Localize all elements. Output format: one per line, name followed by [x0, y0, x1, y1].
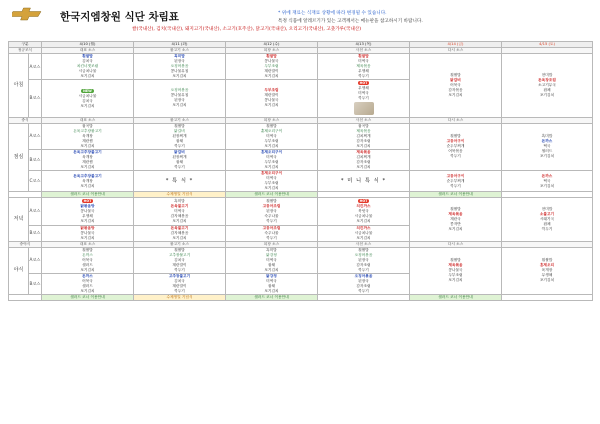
menu-item: 돈육고추장불고기 [73, 149, 102, 154]
menu-item: 흰쌀밥 [358, 247, 369, 252]
menu-cell [410, 123, 502, 170]
menu-item: 두부조림 [448, 273, 463, 278]
menu-item: HOT [83, 199, 92, 204]
salad-bar-notice: 샐러드 코너 이용안내 [42, 192, 134, 198]
day-header: 4/12 (수) [226, 42, 318, 48]
menu-item: 제육볶음 [356, 149, 371, 154]
menu-item: 포기김치 [80, 289, 95, 294]
menu-item: 잡채 [175, 138, 184, 143]
menu-item: 흰쌀밥 [82, 247, 93, 252]
menu-item: 숙주나물 [264, 230, 279, 235]
menu-item: 오징어볶음 [170, 88, 189, 93]
menu-item: 포기김치 [356, 143, 371, 148]
meal-label: 중식 [9, 117, 42, 123]
menu-cell [134, 273, 226, 294]
menu-item: 포기김치 [172, 218, 187, 223]
menu-item: 떡국 [543, 178, 551, 183]
menu-item: 흰쌀밥 [82, 54, 93, 59]
menu-item: 감자조림 [356, 284, 371, 289]
menu-cell [318, 149, 410, 170]
menu-cell [42, 225, 134, 241]
course-label: A코스 [29, 54, 42, 80]
menu-item: 깍두기 [266, 235, 277, 240]
menu-cell [502, 123, 593, 170]
menu-item: 포기김치 [448, 278, 463, 283]
menu-item: 감자볶음 [448, 87, 463, 92]
menu-item: 잡채 [267, 284, 276, 289]
day-header: 4/15 (토) [502, 42, 593, 48]
menu-item: 포기김치 [539, 183, 555, 188]
mini-special-menu: * 미 니 특 식 * [318, 171, 410, 192]
sauce-label: 불고기 소스 [134, 117, 226, 123]
menu-item: 흰쌀밥 [266, 198, 277, 203]
menu-table [8, 41, 593, 301]
menu-item: 시금치나물 [354, 214, 373, 219]
course-label: C코스 [29, 171, 42, 192]
sauce-label: 되장 소스 [226, 241, 318, 247]
menu-item: 치킨까스 [356, 225, 371, 230]
menu-item: 훈제오리구이 [260, 171, 283, 176]
menu-item: 무생채 [82, 214, 93, 219]
menu-item: 닭볶음탕 [80, 225, 95, 230]
menu-cell [318, 225, 410, 241]
menu-item: 훈제오리구이 [260, 128, 283, 133]
menu-item: 고추장불고기 [168, 252, 191, 257]
menu-cell [226, 198, 318, 225]
menu-item: 깍두기 [174, 267, 185, 272]
special-menu: * 특 식 * [134, 171, 226, 192]
menu-item: 된장국 [174, 59, 185, 64]
menu-cell [502, 247, 593, 294]
menu-item: 감자조림 [356, 138, 371, 143]
menu-item: 시금치나물 [354, 230, 373, 235]
menu-item: 감자채볶음 [170, 213, 189, 218]
salad-bar-notice: 샐러드 코너 이용안내 [410, 192, 502, 198]
menu-item: 숙주나물 [264, 213, 279, 218]
menu-cell [42, 123, 134, 149]
menu-item: 무생채 [358, 86, 369, 91]
table-cell [502, 295, 593, 301]
menu-item: 포기김치 [448, 92, 463, 97]
menu-item: 포기김치 [539, 278, 555, 283]
sauce-label: 불고기 소스 [134, 48, 226, 54]
menu-item: 두부조림 [264, 88, 279, 93]
menu-item: 무생채 [541, 273, 553, 278]
menu-item: 잡곡밥 [82, 123, 93, 128]
section-dinner: 저녁 [9, 198, 29, 241]
hot-badge: HOT [359, 81, 368, 86]
menu-item: 고등어구이 [446, 139, 465, 144]
page-title: 한국지엠창원 식단 차림표 [60, 11, 179, 23]
menu-cell [410, 171, 502, 192]
menu-item: 된장국 [358, 278, 369, 283]
section-breakfast: 아침 [9, 54, 29, 117]
menu-item: 콩나물국 [264, 98, 279, 103]
menu-cell [318, 273, 410, 294]
menu-item: 훈제오리구이 [260, 149, 283, 154]
menu-item: 닭갈비 [174, 128, 185, 133]
table-cell [318, 295, 410, 301]
menu-item: 흑미밥 [174, 54, 185, 59]
course-label: B코스 [29, 225, 42, 241]
menu-cell [226, 225, 318, 241]
menu-item: 콩나물무침 [170, 69, 189, 74]
menu-cell [502, 171, 593, 192]
menu-item: 흰쌀밥 [266, 54, 277, 59]
menu-item: 돈까스 [541, 139, 553, 144]
menu-item: 돈까스 [541, 173, 553, 178]
menu-item: 닭갈비 [174, 149, 185, 154]
menu-item: 포기김치 [356, 164, 371, 169]
menu-item: 포기김치 [80, 267, 95, 272]
menu-item: 계란말이 [264, 69, 279, 74]
menu-item: 깍두기 [174, 143, 185, 148]
menu-item: 깍두기 [450, 154, 461, 159]
menu-cell [318, 123, 410, 149]
menu-item: 흰쌀밥 [450, 134, 461, 139]
menu-item: 콩나물국 [448, 268, 463, 273]
menu-cell [410, 54, 502, 117]
meal-label: 정규조식 [9, 48, 42, 54]
sauce-label: 사천 소스 [318, 241, 410, 247]
menu-item: 제육볶음 [448, 263, 463, 268]
menu-item: 샐러드 [82, 284, 93, 289]
menu-item: 흰쌀밥 [266, 123, 277, 128]
menu-item: 고등어구이 [446, 173, 465, 178]
menu-item: 포기김치 [448, 227, 463, 232]
menu-item: 돈육고추장불고기 [73, 173, 102, 178]
menu-cell [226, 54, 318, 80]
sauce-label: 되장 소스 [226, 117, 318, 123]
menu-cell [226, 273, 318, 294]
course-label: B코스 [29, 149, 42, 170]
menu-cell [502, 54, 593, 117]
menu-item: 미역국 [358, 91, 369, 96]
menu-item: 육개장 [82, 133, 93, 138]
menu-cell [134, 247, 226, 273]
day-header: 4/11 (화) [134, 42, 226, 48]
menu-item: 미역국 [266, 133, 277, 138]
course-label: A코스 [29, 247, 42, 273]
menu-cell [226, 149, 318, 170]
menu-item: 돈육고추장불고기 [73, 128, 102, 133]
day-header: 4/10 (월) [42, 42, 134, 48]
menu-item: 미역국 [174, 208, 185, 213]
menu-item: 돈육장조림 [538, 77, 556, 82]
menu-item: 콩나물국 [80, 209, 95, 214]
menu-item: 돈까스 [82, 252, 93, 257]
menu-item: 두부조림 [264, 138, 279, 143]
menu-item: 시금치나물 [78, 69, 97, 74]
menu-item: 현미밥 [541, 72, 553, 77]
menu-item: 깍두기 [358, 289, 369, 294]
sauce-label: 대표 소스 [42, 117, 134, 123]
menu-item: 오징어볶음 [354, 252, 373, 257]
menu-item: 잡채 [543, 87, 551, 92]
section-lunch: 점심 [9, 123, 29, 192]
menu-item: 훈제오리 [539, 263, 555, 268]
menu-item: 어묵볶음 [448, 149, 463, 154]
day-header: 4/13 (목) [318, 42, 410, 48]
menu-item: 김치국 [174, 257, 185, 262]
food-photo [354, 102, 374, 115]
notice-line-1: * 위에 재료는 식재료 상황에 따라 변경될 수 있습니다. [278, 11, 387, 16]
menu-item: 고등어조림 [262, 225, 281, 230]
menu-item: 깍두기 [174, 289, 185, 294]
menu-item: 포기김치 [80, 183, 95, 188]
sauce-label: 다시 소스 [410, 48, 502, 54]
menu-item: 감자조림 [356, 262, 371, 267]
menu-item: 김치국 [82, 98, 93, 103]
menu-item: 포기김치 [264, 267, 279, 272]
course-label: A코스 [29, 198, 42, 225]
salad-bar-notice: 샐러드 코너 이용안내 [226, 192, 318, 198]
menu-item: 포기김치 [539, 92, 555, 97]
menu-item: 어묵국 [82, 257, 93, 262]
menu-item: 깍두기 [541, 227, 553, 232]
menu-item: 김치찌개 [356, 133, 371, 138]
menu-item: 포기김치 [264, 103, 279, 108]
menu-cell [318, 80, 410, 117]
sauce-label: 대표 소스 [42, 241, 134, 247]
menu-item: 흰쌀밥 [450, 72, 461, 77]
menu-item: 떡국 [543, 144, 551, 149]
menu-item: 깍두기 [358, 96, 369, 101]
menu-item: 깍두기 [450, 183, 461, 188]
menu-cell [42, 247, 134, 273]
menu-item: 깍두기 [266, 218, 277, 223]
menu-item: 무생채 [358, 69, 369, 74]
menu-item: 흰쌀밥 [450, 258, 461, 263]
menu-item: 닭볶음탕 [80, 204, 95, 209]
menu-item: 포기김치 [80, 74, 95, 79]
menu-item: 오징어볶음 [170, 64, 189, 69]
menu-cell [134, 198, 226, 225]
menu-item: 미역국 [358, 59, 369, 64]
menu-item: 포기김치 [80, 164, 95, 169]
menu-item: 콩자반 [450, 221, 461, 226]
menu-item: 샐러드 [82, 262, 93, 267]
sauce-label: 다시 소스 [410, 241, 502, 247]
menu-item: HOT [359, 199, 368, 204]
menu-item: 계란말이 [172, 262, 187, 267]
table-cell [9, 295, 42, 301]
menu-item: 미역국 [266, 257, 277, 262]
salad-bar-notice: 샐러드 코너 이용안내 [410, 295, 502, 301]
menu-item: 흑미밥 [266, 247, 277, 252]
menu-item: 깍두기 [358, 74, 369, 79]
menu-item: 닭강정 [266, 252, 277, 257]
menu-item: 치킨너겟조림 [76, 64, 99, 69]
menu-item: 닭강정 [266, 273, 277, 278]
menu-cell [42, 198, 134, 225]
meal-label: 중야식 [9, 241, 42, 247]
menu-item: 흰쌀밥 [358, 54, 369, 59]
menu-item: 북엇국 [358, 209, 369, 214]
menu-item: 흑미밥 [541, 134, 553, 139]
menu-item: 잡채 [543, 221, 551, 226]
menu-item: 현미밥 [541, 206, 553, 211]
menu-item: 깍두기 [358, 267, 369, 272]
menu-item: 시금치나물 [78, 93, 97, 98]
menu-item: 흰쌀밥 [450, 206, 461, 211]
menu-item: 두부조림 [264, 181, 279, 186]
menu-cell [134, 54, 226, 80]
day-header: 4/14 (금) [410, 42, 502, 48]
menu-item: 콩나물국 [264, 59, 279, 64]
menu-cell [410, 247, 502, 294]
menu-item: 계란찜 [82, 159, 93, 164]
sauce-label: 불고기 소스 [134, 241, 226, 247]
menu-item: 콩나물무침 [170, 93, 189, 98]
course-label: A코스 [29, 123, 42, 149]
menu-item: 포기김치 [356, 235, 371, 240]
sauce-label: 대표 소스 [42, 48, 134, 54]
menu-item: 육개장 [82, 178, 93, 183]
menu-item: 두부조림 [264, 64, 279, 69]
section-night: 야식 [9, 247, 29, 294]
menu-item: 어묵국 [450, 82, 461, 87]
menu-item: 잡곡밥 [358, 123, 369, 128]
menu-item: 포기김치 [80, 103, 95, 108]
menu-item: 계란말이 [264, 93, 279, 98]
menu-item: 육개장 [541, 268, 553, 273]
menu-item: 돈육불고기 [170, 203, 189, 208]
menu-cell [226, 123, 318, 149]
menu-item: 소고기무국 [538, 82, 556, 87]
menu-cell [226, 247, 318, 273]
course-label: B코스 [29, 273, 42, 294]
chevrolet-logo-icon [12, 6, 42, 20]
menu-item: 어묵국 [82, 278, 93, 283]
menu-cell [42, 171, 134, 192]
menu-item: 소불고기 [539, 211, 555, 216]
menu-cell [42, 80, 134, 117]
menu-item: 포기김치 [80, 219, 95, 224]
page-header [8, 4, 592, 40]
menu-item: 포기김치 [80, 143, 95, 148]
menu-item: 된장국 [266, 208, 277, 213]
menu-item: 두부조림 [264, 159, 279, 164]
menu-item: 콩나물국 [80, 230, 95, 235]
menu-cell [42, 54, 134, 80]
menu-item: 고추장불고기 [168, 273, 191, 278]
menu-item: 제육볶음 [356, 128, 371, 133]
menu-item: 미역국 [266, 176, 277, 181]
menu-item: 계란국 [450, 216, 461, 221]
menu-cell [134, 149, 226, 170]
menu-item: 제육볶음 [448, 211, 463, 216]
menu-cell [134, 225, 226, 241]
menu-item: 미역국 [266, 154, 277, 159]
menu-item: 흰쌀밥 [174, 123, 185, 128]
menu-item: 제육볶음 [356, 64, 371, 69]
course-label: B코스 [29, 80, 42, 117]
notice-line-2: 특정 식품에 알레르기가 있는 고객께서는 메뉴판을 참고하시기 바랍니다. [278, 19, 423, 24]
menu-item: 된장국 [174, 98, 185, 103]
menu-item: 흰쌀밥 [541, 258, 553, 263]
sauce-label: 사천 소스 [318, 117, 410, 123]
section-header: 구분 [9, 42, 42, 48]
menu-cell [318, 247, 410, 273]
new-badge: NEW [83, 88, 92, 93]
menu-item: 육개장 [82, 154, 93, 159]
menu-cell [42, 149, 134, 170]
menu-item: 미역국 [266, 278, 277, 283]
menu-item: 깍두기 [174, 164, 185, 169]
menu-item: 감자채볶음 [170, 230, 189, 235]
menu-item: 잡채 [175, 159, 184, 164]
menu-item: 포기김치 [264, 143, 279, 148]
menu-item: 감자조림 [356, 159, 371, 164]
sauce-label: 다시 소스 [410, 117, 502, 123]
birthday-notice: 수제생일 기념식 [134, 295, 226, 301]
menu-item: 된장찌개 [172, 154, 187, 159]
menu-item: 포기김치 [172, 74, 187, 79]
menu-cell [318, 54, 410, 80]
menu-cell [134, 123, 226, 149]
menu-item: 순두부찌개 [446, 144, 465, 149]
menu-item: 돈육불고기 [170, 225, 189, 230]
menu-item: 시래기국 [539, 216, 555, 221]
menu-item: 샐러드 [541, 149, 553, 154]
menu-cell [318, 198, 410, 225]
salad-bar-notice: 샐러드 코너 이용안내 [42, 295, 134, 301]
menu-item: 포기김치 [172, 235, 187, 240]
menu-item: 포기김치 [539, 154, 555, 159]
menu-cell [42, 273, 134, 294]
menu-item: 계란말이 [172, 284, 187, 289]
menu-item: 포기김치 [264, 289, 279, 294]
menu-item: 포기김치 [264, 74, 279, 79]
menu-item: 계란찜 [82, 138, 93, 143]
menu-item: 닭갈비 [450, 77, 461, 82]
birthday-notice: 수제생일 기념식 [134, 192, 226, 198]
origin-notice: 쌀(국내산), 김치(국내산), 돼지고기(국내산), 소고기(호주산), 닭고기(국내산), 오리고기(국내산), 고춧가루(국내산) [132, 27, 361, 32]
menu-item: 치킨까스 [356, 204, 371, 209]
menu-cell [502, 198, 593, 241]
menu-item: 고등어조림 [262, 203, 281, 208]
menu-item: 김치국 [82, 59, 93, 64]
menu-cell [226, 171, 318, 192]
menu-item: 된장찌개 [172, 133, 187, 138]
menu-item: 김치찌개 [356, 154, 371, 159]
menu-item: 포기김치 [172, 103, 187, 108]
menu-item: 오징어볶음 [354, 273, 373, 278]
menu-item: 돈까스 [82, 273, 93, 278]
sauce-label: 되장 소스 [226, 48, 318, 54]
menu-item: 김치국 [174, 278, 185, 283]
menu-cell [134, 80, 226, 117]
salad-bar-notice: 샐러드 코너 이용안내 [226, 295, 318, 301]
menu-item: 순두부찌개 [446, 178, 465, 183]
menu-item: 된장국 [358, 257, 369, 262]
menu-item: 잡채 [267, 262, 276, 267]
menu-item: 포기김치 [264, 164, 279, 169]
menu-cell [226, 80, 318, 117]
menu-item: 포기김치 [80, 235, 95, 240]
menu-item: 포기김치 [356, 219, 371, 224]
menu-item: 흑미밥 [174, 198, 185, 203]
menu-item: 흰쌀밥 [174, 247, 185, 252]
sauce-label: 사천 소스 [318, 48, 410, 54]
menu-item: 포기김치 [264, 186, 279, 191]
menu-cell [410, 198, 502, 241]
